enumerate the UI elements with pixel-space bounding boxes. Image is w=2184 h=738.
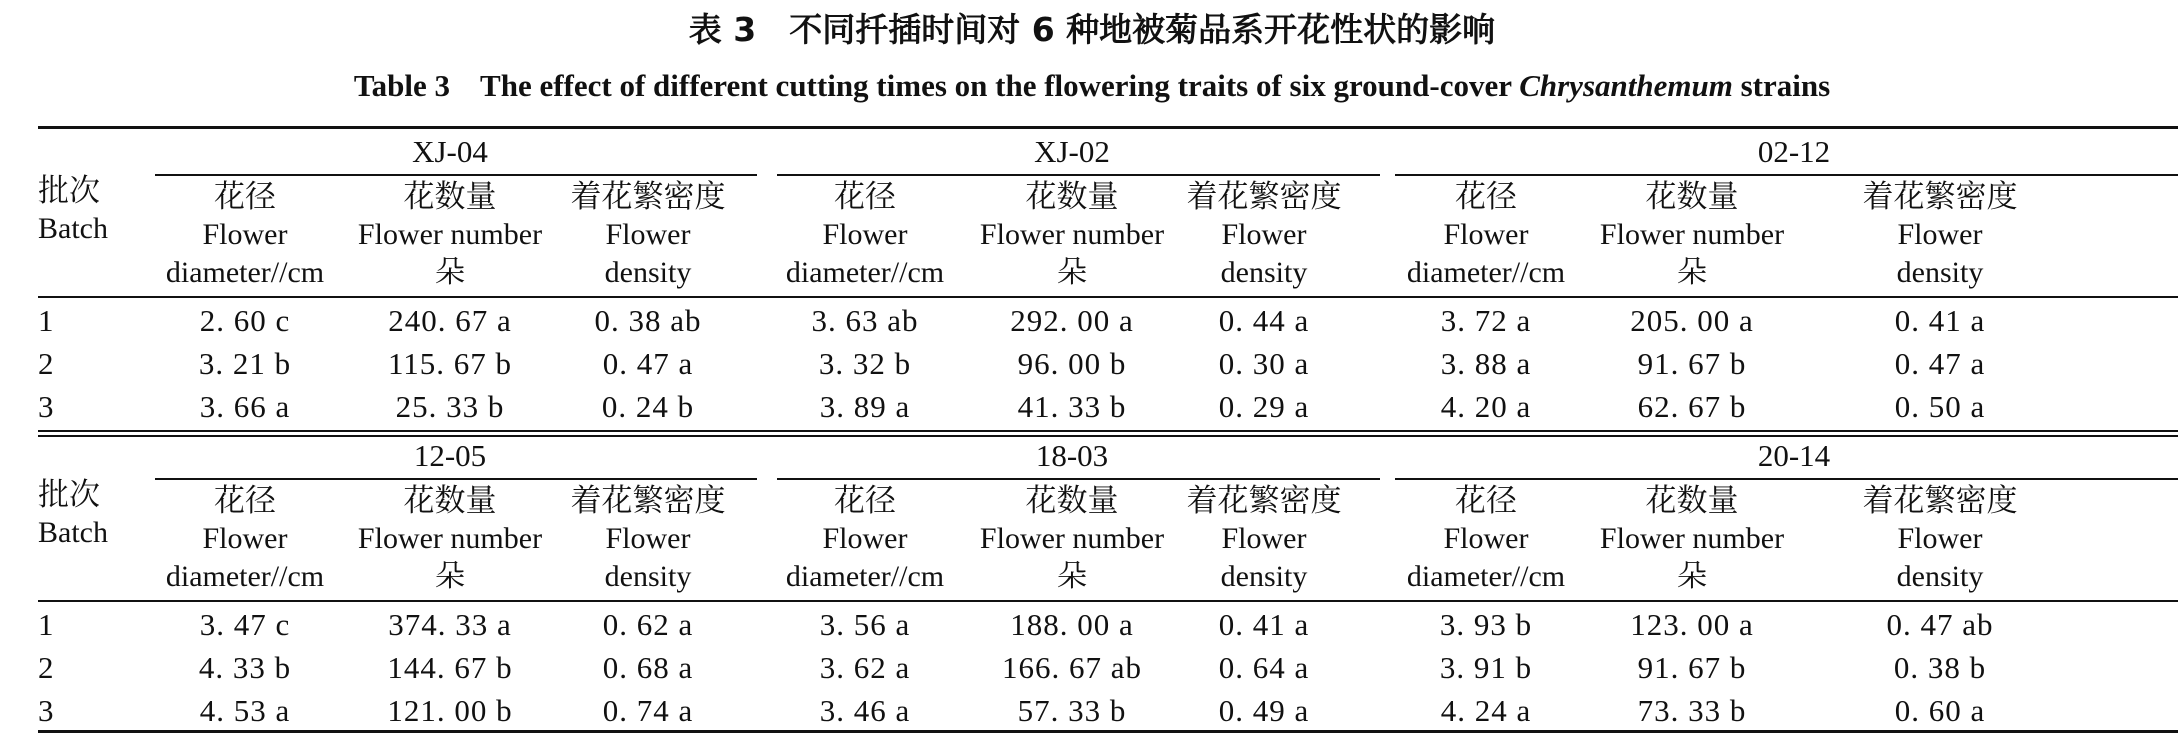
header-bottom-rule bbox=[38, 296, 2178, 298]
table-cell: 4. 33 b bbox=[198, 650, 292, 685]
column-header-unit: diameter//cm bbox=[785, 560, 945, 593]
table-cell: 3. 47 c bbox=[199, 607, 291, 642]
column-header-unit: density bbox=[1220, 256, 1308, 289]
column-header-zh: 花径 bbox=[1455, 179, 1517, 215]
strain-group-rule bbox=[155, 174, 757, 176]
table-cell: 0. 64 a bbox=[1218, 650, 1310, 685]
table-cell: 3. 88 a bbox=[1440, 346, 1532, 381]
column-header-unit: 朵 bbox=[435, 255, 465, 290]
table-cell: 3. 63 ab bbox=[811, 303, 919, 338]
column-header bbox=[1582, 482, 1802, 596]
table-cell: 62. 67 b bbox=[1637, 389, 1747, 424]
table-cell: 41. 33 b bbox=[1017, 389, 1127, 424]
column-header-en: Flower number bbox=[979, 522, 1165, 555]
column-header-unit: density bbox=[604, 560, 692, 593]
table-title-zh: 表 3 不同扦插时间对 6 种地被菊品系开花性状的影响 bbox=[688, 10, 1496, 49]
column-header-unit: 朵 bbox=[1677, 559, 1707, 594]
column-header-unit: 朵 bbox=[1057, 255, 1087, 290]
column-header-en: Flower bbox=[1443, 218, 1529, 251]
column-header bbox=[1376, 482, 1596, 596]
column-header bbox=[135, 482, 355, 596]
table-cell: 0. 60 a bbox=[1894, 693, 1986, 728]
column-header-zh: 花数量 bbox=[403, 179, 497, 215]
column-header bbox=[1154, 178, 1374, 292]
column-header bbox=[340, 482, 560, 596]
column-header-en: Flower number bbox=[1599, 522, 1785, 555]
batch-header bbox=[38, 476, 108, 552]
column-header-zh: 花径 bbox=[1455, 483, 1517, 519]
table-cell: 0. 38 ab bbox=[594, 303, 702, 338]
strain-group-label: XJ-02 bbox=[1034, 134, 1110, 169]
table-cell: 121. 00 b bbox=[387, 693, 513, 728]
column-header bbox=[1830, 178, 2050, 292]
table-cell: 3. 62 a bbox=[819, 650, 911, 685]
column-header-zh: 着花繁密度 bbox=[1862, 179, 2018, 215]
strain-group-label: 02-12 bbox=[1757, 134, 1831, 169]
column-header-unit: density bbox=[1220, 560, 1308, 593]
column-header-unit: diameter//cm bbox=[165, 560, 325, 593]
table-cell: 3. 46 a bbox=[819, 693, 911, 728]
table-cell: 0. 24 b bbox=[601, 389, 695, 424]
table-cell: 0. 29 a bbox=[1218, 389, 1310, 424]
column-header-zh: 花径 bbox=[214, 179, 276, 215]
column-header-zh: 着花繁密度 bbox=[570, 483, 726, 519]
column-header-unit: diameter//cm bbox=[1406, 256, 1566, 289]
table-title-genus: Chrysanthemum bbox=[1519, 68, 1733, 103]
strain-group-label: 12-05 bbox=[413, 438, 487, 473]
strain-group-rule bbox=[1395, 478, 2178, 480]
table-cell: 3. 32 b bbox=[818, 346, 912, 381]
column-header-unit: density bbox=[1896, 560, 1984, 593]
table-cell: 3. 93 b bbox=[1439, 607, 1533, 642]
column-header bbox=[538, 178, 758, 292]
strain-group-rule bbox=[155, 478, 757, 480]
column-header-zh: 着花繁密度 bbox=[1862, 483, 2018, 519]
strain-group-rule bbox=[1395, 174, 2178, 176]
table-cell: 3. 91 b bbox=[1439, 650, 1533, 685]
batch-cell: 3 bbox=[38, 693, 54, 728]
column-header-en: Flower bbox=[202, 218, 288, 251]
batch-header-zh: 批次 bbox=[38, 173, 100, 209]
column-header-en: Flower bbox=[605, 522, 691, 555]
table-cell: 0. 68 a bbox=[602, 650, 694, 685]
column-header-unit: density bbox=[1896, 256, 1984, 289]
strain-group-label: XJ-04 bbox=[412, 134, 488, 169]
table-cell: 3. 21 b bbox=[198, 346, 292, 381]
column-header-zh: 花径 bbox=[834, 483, 896, 519]
column-header-en: Flower number bbox=[979, 218, 1165, 251]
column-header-unit: 朵 bbox=[1677, 255, 1707, 290]
strain-group-label: 18-03 bbox=[1035, 438, 1109, 473]
table-cell: 3. 89 a bbox=[819, 389, 911, 424]
strain-group-label: 20-14 bbox=[1757, 438, 1831, 473]
column-header-zh: 花数量 bbox=[1025, 179, 1119, 215]
table-title-en bbox=[0, 62, 2184, 110]
column-header-en: Flower bbox=[202, 522, 288, 555]
table-cell: 91. 67 b bbox=[1637, 346, 1747, 381]
table-cell: 123. 00 a bbox=[1630, 607, 1754, 642]
column-header-unit: density bbox=[604, 256, 692, 289]
column-header-zh: 花数量 bbox=[1645, 483, 1739, 519]
table-cell: 3. 72 a bbox=[1440, 303, 1532, 338]
batch-header-en: Batch bbox=[38, 516, 108, 549]
column-header-zh: 着花繁密度 bbox=[1186, 179, 1342, 215]
batch-cell: 1 bbox=[38, 303, 54, 338]
table-cell: 0. 50 a bbox=[1894, 389, 1986, 424]
table-number: Table 3 bbox=[353, 68, 451, 103]
column-header-en: Flower number bbox=[357, 522, 543, 555]
table-cell: 166. 67 ab bbox=[1001, 650, 1142, 685]
table-cell: 240. 67 a bbox=[388, 303, 512, 338]
batch-cell: 2 bbox=[38, 650, 54, 685]
column-header bbox=[1376, 178, 1596, 292]
column-header-en: Flower bbox=[1897, 522, 1983, 555]
table-cell: 25. 33 b bbox=[395, 389, 505, 424]
table-cell: 0. 47 a bbox=[1894, 346, 1986, 381]
column-header-zh: 着花繁密度 bbox=[1186, 483, 1342, 519]
table-cell: 0. 49 a bbox=[1218, 693, 1310, 728]
table-cell: 115. 67 b bbox=[387, 346, 513, 381]
batch-header-zh: 批次 bbox=[38, 477, 100, 513]
table-cell: 292. 00 a bbox=[1010, 303, 1134, 338]
table-cell: 0. 47 ab bbox=[1886, 607, 1994, 642]
column-header-en: Flower bbox=[1221, 218, 1307, 251]
column-header bbox=[755, 482, 975, 596]
batch-cell: 3 bbox=[38, 389, 54, 424]
table-cell: 3. 56 a bbox=[819, 607, 911, 642]
table-cell: 205. 00 a bbox=[1630, 303, 1754, 338]
table-cell: 144. 67 b bbox=[387, 650, 513, 685]
column-header-en: Flower number bbox=[1599, 218, 1785, 251]
table-cell: 374. 33 a bbox=[388, 607, 512, 642]
block-separator-rule bbox=[38, 430, 2178, 432]
column-header-en: Flower bbox=[822, 522, 908, 555]
batch-header bbox=[38, 172, 108, 248]
column-header-zh: 花径 bbox=[214, 483, 276, 519]
column-header-zh: 花数量 bbox=[403, 483, 497, 519]
table-cell: 96. 00 b bbox=[1017, 346, 1127, 381]
column-header bbox=[962, 482, 1182, 596]
table-cell: 4. 53 a bbox=[199, 693, 291, 728]
strain-group-rule bbox=[777, 478, 1380, 480]
column-header bbox=[135, 178, 355, 292]
table-cell: 0. 62 a bbox=[602, 607, 694, 642]
table-cell: 73. 33 b bbox=[1637, 693, 1747, 728]
column-header-unit: 朵 bbox=[1057, 559, 1087, 594]
table-cell: 0. 41 a bbox=[1218, 607, 1310, 642]
column-header-unit: diameter//cm bbox=[165, 256, 325, 289]
column-header-en: Flower bbox=[822, 218, 908, 251]
column-header bbox=[1154, 482, 1374, 596]
table-cell: 0. 74 a bbox=[602, 693, 694, 728]
table-cell: 0. 38 b bbox=[1893, 650, 1987, 685]
table-cell: 91. 67 b bbox=[1637, 650, 1747, 685]
table-cell: 57. 33 b bbox=[1017, 693, 1127, 728]
table-top-rule bbox=[38, 126, 2178, 129]
strain-group-rule bbox=[777, 174, 1380, 176]
column-header-en: Flower bbox=[1443, 522, 1529, 555]
batch-header-en: Batch bbox=[38, 212, 108, 245]
table-cell: 2. 60 c bbox=[199, 303, 291, 338]
column-header-unit: diameter//cm bbox=[785, 256, 945, 289]
batch-cell: 2 bbox=[38, 346, 54, 381]
column-header-unit: 朵 bbox=[435, 559, 465, 594]
table-bottom-rule bbox=[38, 730, 2178, 733]
header-bottom-rule bbox=[38, 600, 2178, 602]
column-header bbox=[755, 178, 975, 292]
table-title-suffix: strains bbox=[1740, 68, 1831, 103]
column-header-unit: diameter//cm bbox=[1406, 560, 1566, 593]
column-header bbox=[1582, 178, 1802, 292]
table-cell: 3. 66 a bbox=[199, 389, 291, 424]
column-header bbox=[340, 178, 560, 292]
block-separator-rule bbox=[38, 435, 2178, 437]
column-header-en: Flower bbox=[1221, 522, 1307, 555]
batch-cell: 1 bbox=[38, 607, 54, 642]
table-cell: 188. 00 a bbox=[1010, 607, 1134, 642]
column-header bbox=[538, 482, 758, 596]
column-header-zh: 花数量 bbox=[1025, 483, 1119, 519]
table-cell: 4. 24 a bbox=[1440, 693, 1532, 728]
table-cell: 0. 47 a bbox=[602, 346, 694, 381]
table-cell: 0. 30 a bbox=[1218, 346, 1310, 381]
column-header-zh: 花数量 bbox=[1645, 179, 1739, 215]
table-cell: 0. 44 a bbox=[1218, 303, 1310, 338]
table-cell: 4. 20 a bbox=[1440, 389, 1532, 424]
column-header-zh: 着花繁密度 bbox=[570, 179, 726, 215]
column-header-zh: 花径 bbox=[834, 179, 896, 215]
table-title-main: The effect of different cutting times on the flowering traits of six ground-cover bbox=[480, 68, 1512, 103]
column-header bbox=[962, 178, 1182, 292]
column-header-en: Flower number bbox=[357, 218, 543, 251]
column-header-en: Flower bbox=[605, 218, 691, 251]
table-cell: 0. 41 a bbox=[1894, 303, 1986, 338]
column-header-en: Flower bbox=[1897, 218, 1983, 251]
column-header bbox=[1830, 482, 2050, 596]
